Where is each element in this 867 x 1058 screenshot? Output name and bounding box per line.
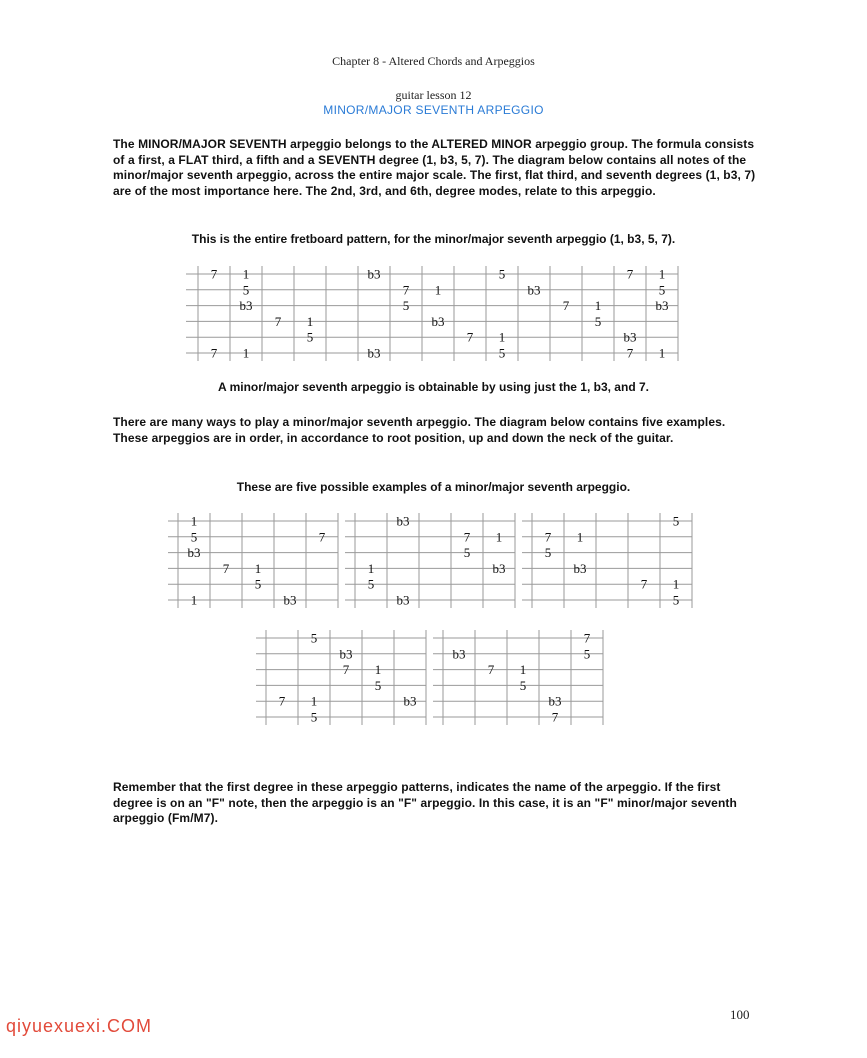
note-label: 1: [658, 345, 666, 361]
note-label: b3: [367, 345, 381, 361]
example-diagram-5: [433, 630, 603, 725]
example-diagram-3: [522, 513, 692, 608]
note-label: b3: [548, 693, 562, 709]
note-label: 7: [562, 298, 570, 314]
note-label: 1: [242, 266, 250, 282]
note-label: 1: [242, 345, 250, 361]
note-label: 1: [594, 298, 602, 314]
note-label: 7: [487, 662, 495, 678]
note-label: b3: [431, 313, 445, 329]
note-label: 1: [434, 282, 442, 298]
obtainable-caption: A minor/major seventh arpeggio is obtainable by using just the 1, b3, and 7.: [218, 380, 649, 394]
page-number: 100: [730, 1007, 750, 1022]
note-label: 7: [402, 282, 410, 298]
note-label: 1: [190, 513, 198, 529]
note-label: b3: [367, 266, 381, 282]
note-label: 7: [222, 560, 230, 576]
remember-paragraph: Remember that the first degree in these arpeggio patterns, indicates the name of the arpeggio. If the first degree is on an "F" note, then the arpeggio is an "F" arpeggio. In this case, it is an "F" minor/major seventh arpeggio (Fm/M7).: [113, 780, 737, 825]
note-label: 7: [463, 529, 471, 545]
note-label: b3: [452, 646, 466, 662]
note-label: 5: [583, 646, 591, 662]
note-label: 5: [306, 329, 314, 345]
ways-paragraph: There are many ways to play a minor/major seventh arpeggio. The diagram below contains five examples. These arpeggios are in order, in accordance to root position, up and down the neck of the guitar.: [113, 415, 726, 445]
note-label: 7: [551, 709, 559, 725]
note-label: b3: [527, 282, 541, 298]
note-label: b3: [655, 298, 669, 314]
note-label: 1: [306, 313, 314, 329]
note-label: 7: [640, 576, 648, 592]
lesson-label: guitar lesson 12: [395, 88, 472, 102]
example-diagram-2: [345, 513, 515, 608]
note-label: b3: [623, 329, 637, 345]
intro-paragraph: The MINOR/MAJOR SEVENTH arpeggio belongs to the ALTERED MINOR arpeggio group. The formula consists of a first, a FLAT third, a fifth and a SEVENTH degree (1, b3, 5, 7). The diagram below contains all notes of the minor/major seventh arpeggio, across the entire major scale. The first, flat third, and seventh degrees (1, b3, 7) are of the most importance here. The 2nd, 3rd, and 6th, degree modes, relate to this arpeggio.: [113, 137, 756, 198]
note-label: 5: [190, 529, 198, 545]
fretboard-caption: This is the entire fretboard pattern, for the minor/major seventh arpeggio (1, b3, 5, 7).: [191, 232, 676, 246]
note-label: 5: [254, 576, 262, 592]
examples-caption: These are five possible examples of a minor/major seventh arpeggio.: [236, 480, 631, 494]
note-label: 5: [498, 345, 506, 361]
note-label: b3: [187, 545, 201, 561]
example-diagram-4: [256, 630, 426, 725]
note-label: 7: [210, 266, 218, 282]
note-label: 1: [367, 560, 375, 576]
note-label: 7: [544, 529, 552, 545]
note-label: 1: [310, 693, 318, 709]
note-label: 5: [463, 545, 471, 561]
note-label: 1: [190, 592, 198, 608]
note-label: 5: [519, 677, 527, 693]
note-label: 5: [310, 630, 318, 646]
note-label: b3: [492, 560, 506, 576]
watermark: qiyuexuexi.COM: [6, 1016, 153, 1036]
note-label: 5: [402, 298, 410, 314]
note-label: b3: [339, 646, 353, 662]
note-label: 5: [310, 709, 318, 725]
example-diagram-1: [168, 513, 338, 608]
note-label: 7: [342, 662, 350, 678]
lesson-title: MINOR/MAJOR SEVENTH ARPEGGIO: [323, 103, 544, 117]
note-label: 5: [672, 513, 680, 529]
note-label: 1: [576, 529, 584, 545]
note-label: 5: [374, 677, 382, 693]
note-label: 7: [274, 313, 282, 329]
note-label: 5: [658, 282, 666, 298]
full-fretboard: [186, 266, 678, 361]
note-label: b3: [396, 592, 410, 608]
note-label: 1: [495, 529, 503, 545]
note-label: 5: [367, 576, 375, 592]
note-label: 1: [498, 329, 506, 345]
note-label: b3: [396, 513, 410, 529]
note-label: 7: [318, 529, 326, 545]
note-label: 1: [374, 662, 382, 678]
note-label: 5: [498, 266, 506, 282]
note-label: 7: [626, 345, 634, 361]
note-label: 1: [672, 576, 680, 592]
note-label: b3: [573, 560, 587, 576]
chapter-title: Chapter 8 - Altered Chords and Arpeggios: [332, 54, 535, 68]
note-label: 5: [242, 282, 250, 298]
note-label: b3: [283, 592, 297, 608]
note-label: 5: [594, 313, 602, 329]
note-label: 1: [254, 560, 262, 576]
note-label: b3: [239, 298, 253, 314]
note-label: 5: [672, 592, 680, 608]
note-label: b3: [403, 693, 417, 709]
note-label: 1: [658, 266, 666, 282]
note-label: 7: [278, 693, 286, 709]
note-label: 5: [544, 545, 552, 561]
note-label: 1: [519, 662, 527, 678]
note-label: 7: [466, 329, 474, 345]
note-label: 7: [626, 266, 634, 282]
note-label: 7: [583, 630, 591, 646]
note-label: 7: [210, 345, 218, 361]
